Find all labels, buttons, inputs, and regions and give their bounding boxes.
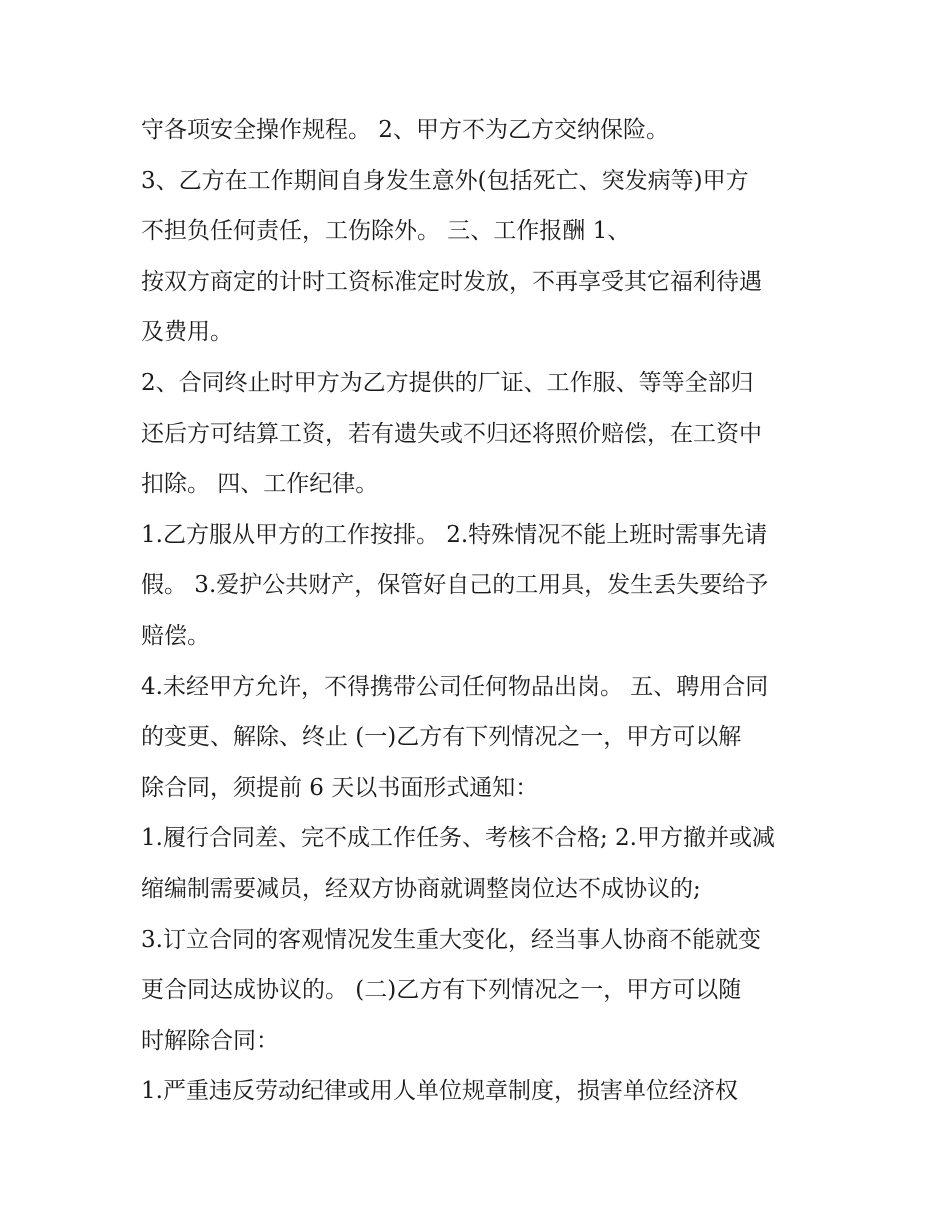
text-line: 的变更、解除、终止 (一)乙方有下列情况之一，甲方可以解 bbox=[141, 724, 742, 751]
text-line: 1.履行合同差、完不成工作任务、考核不合格; 2.甲方撤并或减 bbox=[141, 825, 775, 852]
text-line: 时解除合同： bbox=[141, 1027, 279, 1054]
text-line: 1.严重违反劳动纪律或用人单位规章制度，损害单位经济权 bbox=[141, 1078, 738, 1105]
text-line: 赔偿。 bbox=[141, 622, 210, 649]
text-line: 2、合同终止时甲方为乙方提供的厂证、工作服、等等全部归 bbox=[141, 369, 754, 396]
text-line: 缩编制需要减员，经双方协商就调整岗位达不成协议的; bbox=[141, 875, 701, 902]
document-body bbox=[141, 105, 821, 1117]
text-line: 守各项安全操作规程。 2、甲方不为乙方交纳保险。 bbox=[141, 117, 669, 143]
text-line: 除合同，须提前 6 天以书面形式通知： bbox=[141, 774, 539, 801]
text-line: 假。 3.爱护公共财产，保管好自己的工用具，发生丢失要给予 bbox=[141, 572, 769, 599]
text-line: 4.未经甲方允许，不得携带公司任何物品出岗。 五、聘用合同 bbox=[141, 673, 769, 700]
text-line: 扣除。 四、工作纪律。 bbox=[141, 471, 379, 498]
text-line: 不担负任何责任，工伤除外。 三、工作报酬 1、 bbox=[141, 218, 631, 245]
text-line: 3.订立合同的客观情况发生重大变化，经当事人协商不能就变 bbox=[141, 926, 761, 953]
text-line: 更合同达成协议的。 (二)乙方有下列情况之一，甲方可以随 bbox=[141, 977, 742, 1004]
text-line: 及费用。 bbox=[141, 319, 233, 346]
text-line: 3、乙方在工作期间自身发生意外(包括死亡、突发病等)甲方 bbox=[141, 167, 749, 194]
text-line: 1.乙方服从甲方的工作按排。 2.特殊情况不能上班时需事先请 bbox=[141, 521, 768, 548]
text-line: 按双方商定的计时工资标准定时发放，不再享受其它福利待遇 bbox=[141, 268, 762, 295]
text-line: 还后方可结算工资，若有遗失或不归还将照价赔偿，在工资中 bbox=[141, 420, 762, 447]
